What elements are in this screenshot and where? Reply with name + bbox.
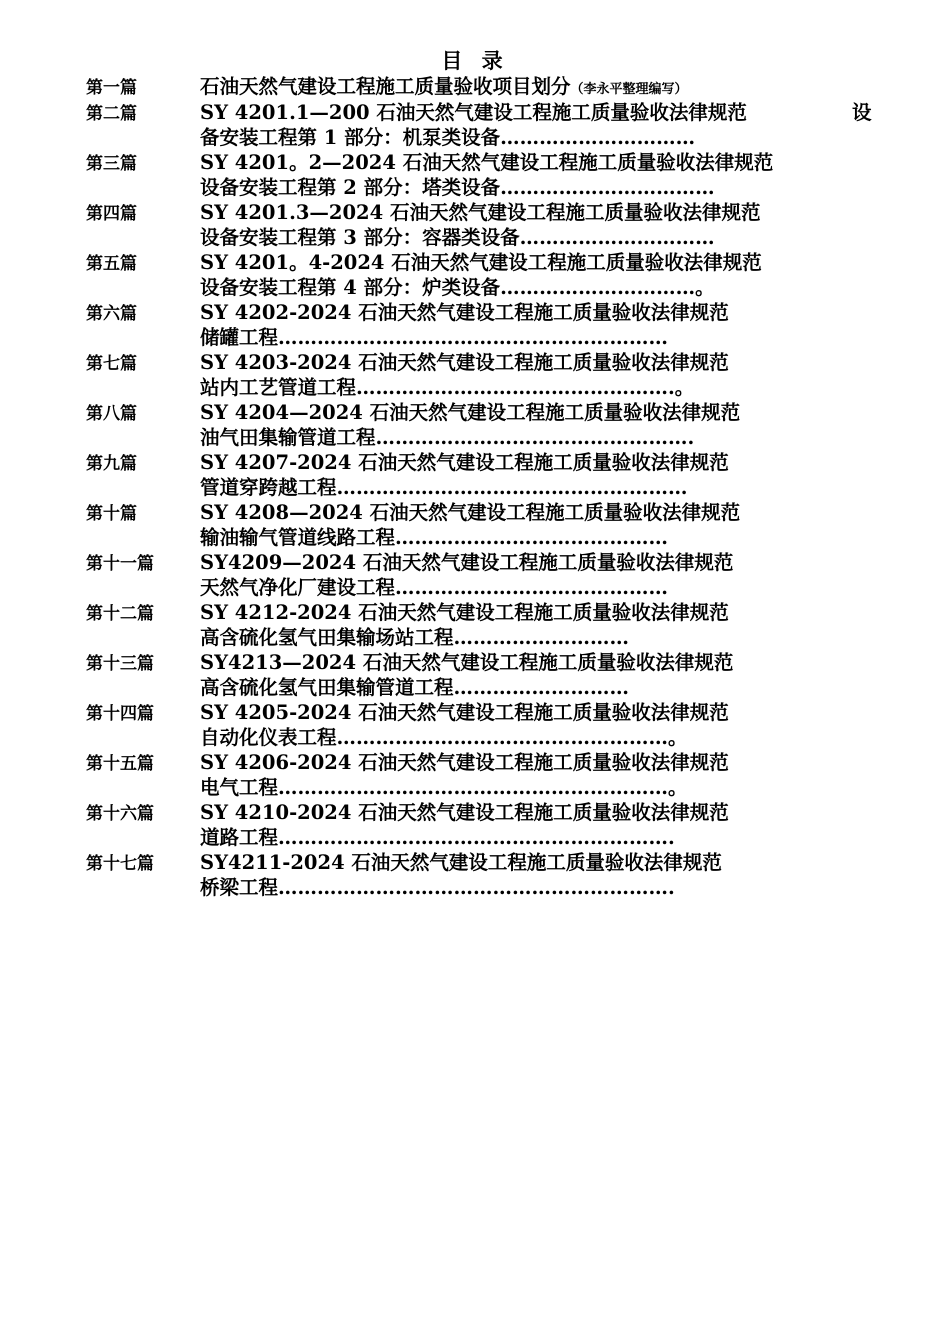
entry-subtitle: 设备安装工程第 2 部分：塔类设备…………………………… xyxy=(200,176,715,199)
entry-subtitle: 设备安装工程第 4 部分：炉类设备…………………………。 xyxy=(200,276,715,299)
chapter-label: 第十七篇 xyxy=(86,854,154,874)
entry-subtitle: 输油输气管道线路工程…………………………………… xyxy=(200,526,669,549)
toc-entry[interactable] xyxy=(0,200,950,250)
entry-subtitle: 天然气净化厂建设工程…………………………………… xyxy=(200,576,669,599)
chapter-label: 第十三篇 xyxy=(86,654,154,674)
toc-entry[interactable] xyxy=(0,350,950,400)
entry-title: SY4211-2024 石油天然气建设工程施工质量验收法律规范 xyxy=(200,851,722,874)
entry-subtitle: 储罐工程…………………………………………………… xyxy=(200,326,669,349)
entry-subtitle: 桥梁工程……………………………………………………. xyxy=(200,876,675,899)
chapter-label: 第六篇 xyxy=(86,304,137,324)
author-note: （李永平整理编写） xyxy=(570,82,688,97)
chapter-label: 第九篇 xyxy=(86,454,137,474)
toc-entry[interactable] xyxy=(0,100,950,150)
chapter-label: 第十二篇 xyxy=(86,604,154,624)
entry-title: SY 4207-2024 石油天然气建设工程施工质量验收法律规范 xyxy=(200,451,729,474)
entry-title-wrap: 设 xyxy=(852,101,872,124)
entry-title: SY 4201.1—200 石油天然气建设工程施工质量验收法律规范 xyxy=(200,101,747,124)
chapter-label: 第一篇 xyxy=(86,78,137,98)
chapter-label: 第十六篇 xyxy=(86,804,154,824)
toc-title: 目 录 xyxy=(441,48,509,73)
chapter-label: 第十四篇 xyxy=(86,704,154,724)
toc-entry[interactable] xyxy=(0,500,950,550)
entry-subtitle: 高含硫化氢气田集输场站工程……………………… xyxy=(200,626,630,649)
entry-title: SY 4210-2024 石油天然气建设工程施工质量验收法律规范 xyxy=(200,801,729,824)
toc-entry[interactable] xyxy=(0,450,950,500)
toc-entry[interactable] xyxy=(0,850,950,900)
entry-subtitle: 站内工艺管道工程………………………………………….。 xyxy=(200,376,695,399)
entry-title: SY 4201。4-2024 石油天然气建设工程施工质量验收法律规范 xyxy=(200,251,762,274)
entry-title: SY 4204—2024 石油天然气建设工程施工质量验收法律规范 xyxy=(200,401,741,424)
chapter-label: 第四篇 xyxy=(86,204,137,224)
chapter-label: 第二篇 xyxy=(86,104,137,124)
entry-title: SY 4208—2024 石油天然气建设工程施工质量验收法律规范 xyxy=(200,501,741,524)
entry-subtitle: 道路工程……………………………………………………. xyxy=(200,826,675,849)
toc-entry[interactable] xyxy=(0,400,950,450)
toc-entry[interactable] xyxy=(0,250,950,300)
toc-entry[interactable] xyxy=(0,700,950,750)
toc-list xyxy=(0,74,950,900)
chapter-label: 第七篇 xyxy=(86,354,137,374)
toc-entry[interactable] xyxy=(0,600,950,650)
entry-title: SY 4202-2024 石油天然气建设工程施工质量验收法律规范 xyxy=(200,301,729,324)
toc-entry[interactable] xyxy=(0,800,950,850)
toc-entry[interactable] xyxy=(0,550,950,600)
entry-title: SY4213—2024 石油天然气建设工程施工质量验收法律规范 xyxy=(200,651,734,674)
entry-title: SY 4201。2—2024 石油天然气建设工程施工质量验收法律规范 xyxy=(200,151,774,174)
entry-title-text: 石油天然气建设工程施工质量验收项目划分 xyxy=(200,75,571,98)
toc-entry[interactable] xyxy=(0,650,950,700)
entry-title: SY 4205-2024 石油天然气建设工程施工质量验收法律规范 xyxy=(200,701,729,724)
entry-title: SY4209—2024 石油天然气建设工程施工质量验收法律规范 xyxy=(200,551,734,574)
chapter-label: 第十五篇 xyxy=(86,754,154,774)
entry-title xyxy=(200,74,688,102)
entry-subtitle: 备安装工程第 1 部分：机泵类设备………………………… xyxy=(200,126,696,149)
chapter-label: 第十一篇 xyxy=(86,554,154,574)
entry-title: SY 4201.3—2024 石油天然气建设工程施工质量验收法律规范 xyxy=(200,201,761,224)
entry-subtitle: 自动化仪表工程……………………………………………。 xyxy=(200,726,688,749)
chapter-label: 第八篇 xyxy=(86,404,137,424)
entry-subtitle: 电气工程……………………………………………………。 xyxy=(200,776,688,799)
toc-entry[interactable] xyxy=(0,750,950,800)
entry-subtitle: 高含硫化氢气田集输管道工程……………………… xyxy=(200,676,630,699)
entry-subtitle: 设备安装工程第 3 部分：容器类设备………………………… xyxy=(200,226,715,249)
chapter-label: 第三篇 xyxy=(86,154,137,174)
entry-title: SY 4206-2024 石油天然气建设工程施工质量验收法律规范 xyxy=(200,751,729,774)
entry-title: SY 4212-2024 石油天然气建设工程施工质量验收法律规范 xyxy=(200,601,729,624)
toc-entry[interactable] xyxy=(0,74,950,100)
entry-subtitle: 油气田集输管道工程…………………………………………. xyxy=(200,426,695,449)
chapter-label: 第五篇 xyxy=(86,254,137,274)
chapter-label: 第十篇 xyxy=(86,504,137,524)
toc-entry[interactable] xyxy=(0,150,950,200)
entry-subtitle: 管道穿跨越工程……………………………………………… xyxy=(200,476,688,499)
toc-entry[interactable] xyxy=(0,300,950,350)
entry-title: SY 4203-2024 石油天然气建设工程施工质量验收法律规范 xyxy=(200,351,729,374)
